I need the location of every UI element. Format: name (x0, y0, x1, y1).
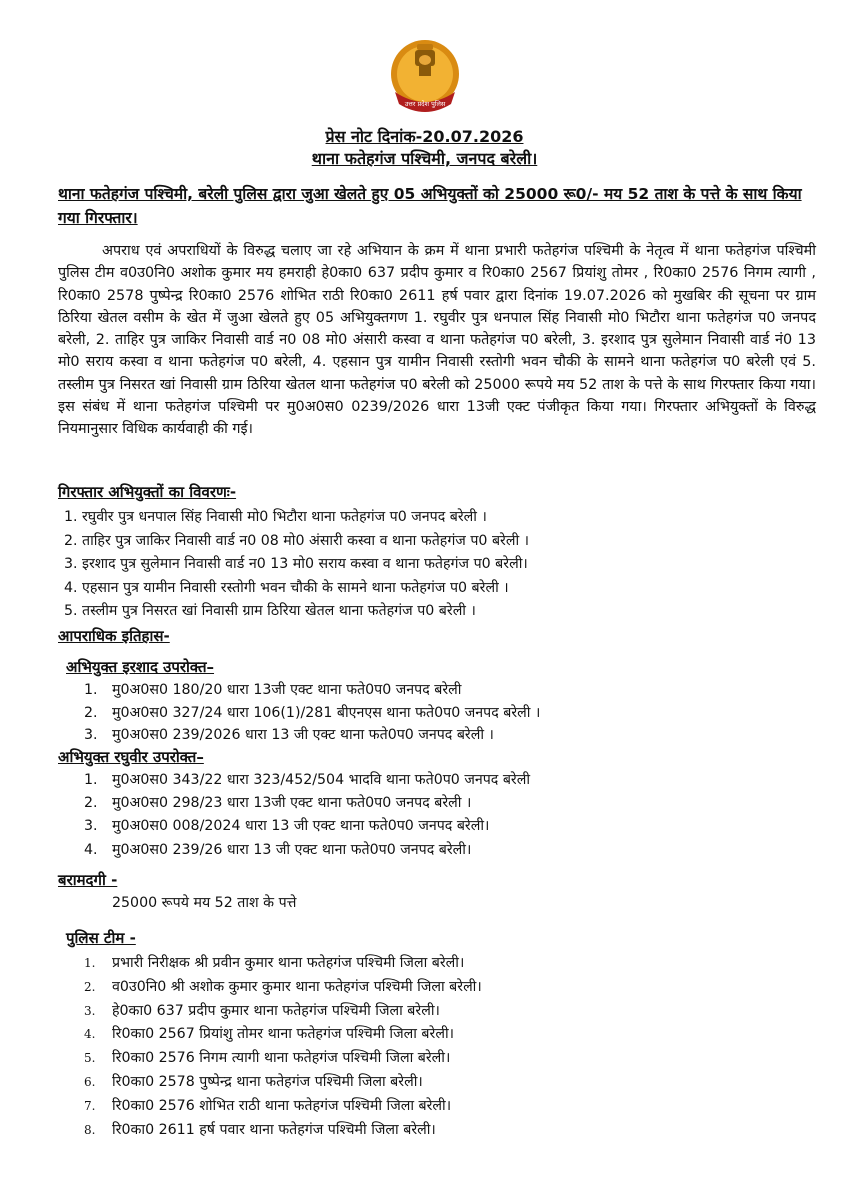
police-team-list (84, 952, 482, 1142)
emblem-banner-text: उत्तर प्रदेश पुलिस (404, 100, 446, 108)
irshad-history-list (84, 679, 541, 747)
irshad-history-heading: अभियुक्त इरशाद उपरोक्त– (66, 658, 215, 676)
list-item: 4. रि0का0 2567 प्रियांशु तोमर थाना फतेहगंज पश्चिमी जिला बरेली। (84, 1026, 454, 1043)
raghuveer-history-heading: अभियुक्त रघुवीर उपरोक्त– (58, 748, 204, 766)
list-item: 1. मु0अ0स0 343/22 धारा 323/452/504 भादवि थाना फते0प0 जनपद बरेली (84, 772, 531, 788)
list-item: 3. मु0अ0स0 008/2024 धारा 13 जी एक्ट थाना फते0प0 जनपद बरेली। (84, 818, 490, 835)
up-police-emblem-icon (385, 30, 465, 116)
list-item: 1. प्रभारी निरीक्षक श्री प्रवीन कुमार थाना फतेहगंज पश्चिमी जिला बरेली। (84, 955, 465, 971)
list-item: 2. ताहिर पुत्र जाकिर निवासी वार्ड न0 08 मो0 अंसारी कस्वा व थाना फतेहगंज प0 बरेली । (64, 532, 530, 549)
list-item: 8. रि0का0 2611 हर्ष पवार थाना फतेहगंज पश्चिमी जिला बरेली। (84, 1121, 436, 1138)
police-team-heading: पुलिस टीम - (66, 929, 136, 947)
list-item: 3. हे0का0 637 प्रदीप कुमार थाना फतेहगंज पश्चिमी जिला बरेली। (84, 1002, 440, 1019)
list-item: 5. तस्लीम पुत्र निसरत खां निवासी ग्राम ठिरिया खेतल थाना फतेहगंज प0 बरेली । (64, 603, 476, 620)
list-item: 7. रि0का0 2576 शोभित राठी थाना फतेहगंज पश्चिमी जिला बरेली। (84, 1097, 452, 1114)
list-item: 3. मु0अ0स0 239/2026 धारा 13 जी एक्ट थाना फते0प0 जनपद बरेली । (84, 727, 494, 744)
list-item: 1. मु0अ0स0 180/20 धारा 13जी एक्ट थाना फते0प0 जनपद बरेली (84, 682, 462, 698)
list-item: 2. मु0अ0स0 298/23 धारा 13जी एक्ट थाना फते0प0 जनपद बरेली । (84, 795, 472, 812)
raghuveer-history-list (84, 769, 531, 862)
list-item: 2. व0उ0नि0 श्री अशोक कुमार कुमार थाना फतेहगंज पश्चिमी जिला बरेली। (84, 978, 482, 995)
list-item: 3. इरशाद पुत्र सुलेमान निवासी वार्ड न0 13 मो0 सराय कस्वा व थाना फतेहगंज प0 बरेली। (64, 556, 528, 573)
body-paragraph: अपराध एवं अपराधियों के विरुद्ध चलाए जा रहे अभियान के क्रम में थाना प्रभारी फतेहगंज पश्चिमी के नेतृत्व में थाना फतेहगंज पश्चिमी पुलिस टीम व0उ0नि0 अशोक कुमार मय हमराही हे0का0 637 प्रदीप कुमार व रि0का0 2567 प्रियांशु तोमर , रि0का0 2576 निगम त्यागी , रि0का0 2578 पुष्पेन्द्र रि0का0 2576 शोभित राठी रि0का0 2611 हर्ष पवार द्वारा दिनांक 19.07.2026 को मुखबिर की सूचना पर ग्राम ठिरिया खेतल वसीम के खेत में जुआ खेलते हुए 05 अभियुक्तगण 1. रघुवीर पुत्र धनपाल सिंह निवासी मो0 भिटौरा थाना फतेहगंज प0 जनपद बरेली, 2. ताहिर पुत्र जाकिर निवासी वार्ड न0 08 मो0 अंसारी कस्वा व थाना फतेहगंज प0 बरेली, 3. इरशाद पुत्र सुलेमान निवासी वार्ड नं0 13 मो0 सराय कस्वा व थाना फतेहगंज प0 बरेली, 4. एहसान पुत्र यामीन निवासी रस्तोगी भवन चौकी के सामने थाना फतेहगंज प0 बरेली एवं 5. तस्लीम पुत्र निसरत खां निवासी ग्राम ठिरिया खेतल थाना फतेहगंज प0 बरेली को 25000 रूपये मय 52 ताश के पत्ते के साथ गिरफ्तार किया गया। इस संबंध में थाना फतेहगंज पश्चिमी पर मु0अ0स0 0239/2026 धारा 13जी एक्ट पंजीकृत किया गया। गिरफ्तार अभियुक्तों के विरुद्ध नियमानुसार विधिक कार्यवाही की गई। (58, 243, 816, 438)
criminal-history-heading: आपराधिक इतिहास- (58, 627, 170, 645)
list-item: 2. मु0अ0स0 327/24 धारा 106(1)/281 बीएनएस थाना फते0प0 जनपद बरेली । (84, 704, 541, 721)
recovery-text: 25000 रूपये मय 52 ताश के पत्ते (112, 895, 297, 911)
police-station-title: थाना फतेहगंज पश्चिमी, जनपद बरेली। (311, 149, 538, 168)
recovery-heading: बरामदगी - (58, 871, 118, 889)
list-item: 1. रघुवीर पुत्र धनपाल सिंह निवासी मो0 भिटौरा थाना फतेहगंज प0 जनपद बरेली । (64, 509, 487, 525)
list-item: 5. रि0का0 2576 निगम त्यागी थाना फतेहगंज पश्चिमी जिला बरेली। (84, 1050, 451, 1067)
list-item: 4. मु0अ0स0 239/26 धारा 13 जी एक्ट थाना फते0प0 जनपद बरेली। (84, 841, 472, 858)
press-note-date-title: प्रेस नोट दिनांक-20.07.2026 (325, 127, 524, 146)
arrested-heading: गिरफ्तार अभियुक्तों का विवरणः- (58, 483, 237, 501)
news-headline: थाना फतेहगंज पश्चिमी, बरेली पुलिस द्वारा जुआ खेलते हुए 05 अभियुक्तों को 25000 रू0/- मय 52 ताश के पत्ते के साथ किया गया गिरफ्तार। (58, 185, 802, 227)
list-item: 4. एहसान पुत्र यामीन निवासी रस्तोगी भवन चौकी के सामने थाना फतेहगंज प0 बरेली । (64, 579, 509, 596)
list-item: 6. रि0का0 2578 पुष्पेन्द्र थाना फतेहगंज पश्चिमी जिला बरेली। (84, 1073, 423, 1090)
arrested-list (64, 506, 530, 624)
